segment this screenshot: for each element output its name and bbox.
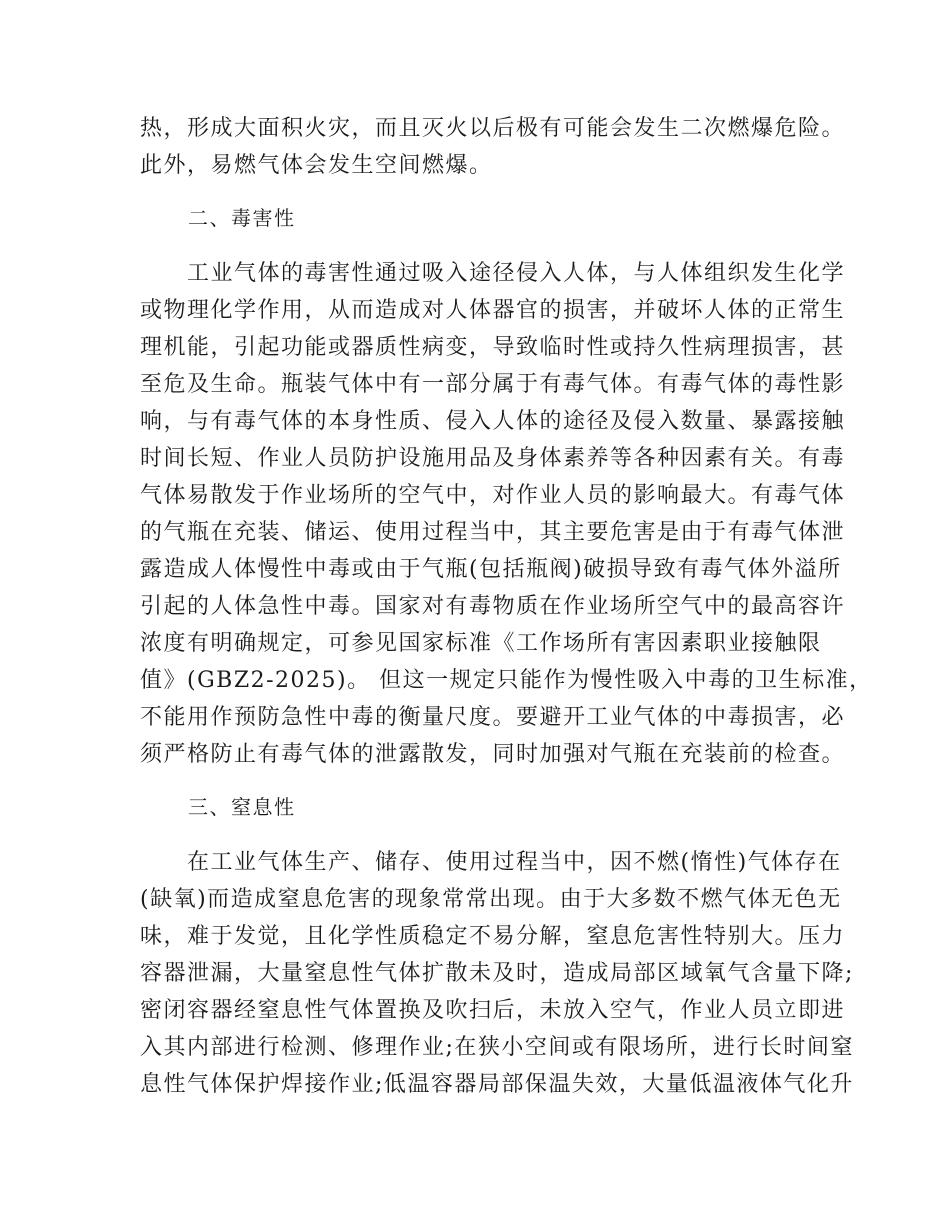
- text-line: 的气瓶在充装、储运、使用过程当中，其主要危害是由于有毒气体泄: [140, 520, 846, 545]
- text-line: 入其内部进行检测、修理作业;在狭小空间或有限场所，进行长时间窒: [140, 1035, 854, 1060]
- text-line: 须严格防止有毒气体的泄露散发，同时加强对气瓶在充装前的检查。: [140, 742, 846, 767]
- paragraph-asphyxiation: [140, 844, 854, 1103]
- text-line: 或物理化学作用，从而造成对人体器官的损害，并破坏人体的正常生: [140, 298, 846, 323]
- text-line: 容器泄漏，大量窒息性气体扩散未及时，造成局部区域氧气含量下降;: [140, 961, 854, 986]
- text-line: 密闭容器经窒息性气体置换及吹扫后，未放入空气，作业人员立即进: [140, 998, 846, 1023]
- paragraph-flammability-end: [140, 110, 846, 184]
- text-line: 息性气体保护焊接作业;低温容器局部保温失效，大量低温液体气化升: [140, 1072, 854, 1097]
- text-line: 气体易散发于作业场所的空气中，对作业人员的影响最大。有毒气体: [140, 483, 846, 508]
- text-line: 值》(GBZ2-2025)。 但这一规定只能作为慢性吸入中毒的卫生标准，: [140, 668, 873, 693]
- text-line: 工业气体的毒害性通过吸入途径侵入人体，与人体组织发生化学: [140, 261, 846, 286]
- section-heading-toxicity: 二、毒害性: [188, 206, 296, 230]
- text-line: 浓度有明确规定，可参见国家标准《工作场所有害因素职业接触限: [140, 631, 822, 656]
- text-line: 不能用作预防急性中毒的衡量尺度。要避开工业气体的中毒损害，必: [140, 705, 846, 730]
- text-line: 露造成人体慢性中毒或由于气瓶(包括瓶阀)破损导致有毒气体外溢所: [140, 557, 842, 582]
- paragraph-toxicity: [140, 255, 873, 773]
- text-line: 理机能，引起功能或器质性病变，导致临时性或持久性病理损害，甚: [140, 335, 846, 360]
- text-line: 在工业气体生产、储存、使用过程当中，因不燃(惰性)气体存在: [140, 850, 842, 875]
- document-page: [140, 110, 873, 1103]
- text-line: 热，形成大面积火灾，而且灭火以后极有可能会发生二次燃爆危险。: [140, 116, 846, 141]
- text-line: 时间长短、作业人员防护设施用品及身体素养等各种因素有关。有毒: [140, 446, 846, 471]
- text-line: (缺氧)而造成窒息危害的现象常常出现。由于大多数不燃气体无色无: [140, 887, 842, 912]
- text-line: 引起的人体急性中毒。国家对有毒物质在作业场所空气中的最高容许: [140, 594, 846, 619]
- text-line: 至危及生命。瓶装气体中有一部分属于有毒气体。有毒气体的毒性影: [140, 372, 846, 397]
- text-line: 此外，易燃气体会发生空间燃爆。: [140, 153, 493, 178]
- section-heading-asphyxiation: 三、窒息性: [188, 795, 296, 819]
- text-line: 响，与有毒气体的本身性质、侵入人体的途径及侵入数量、暴露接触: [140, 409, 846, 434]
- text-line: 味，难于发觉，且化学性质稳定不易分解，窒息危害性特别大。压力: [140, 924, 846, 949]
